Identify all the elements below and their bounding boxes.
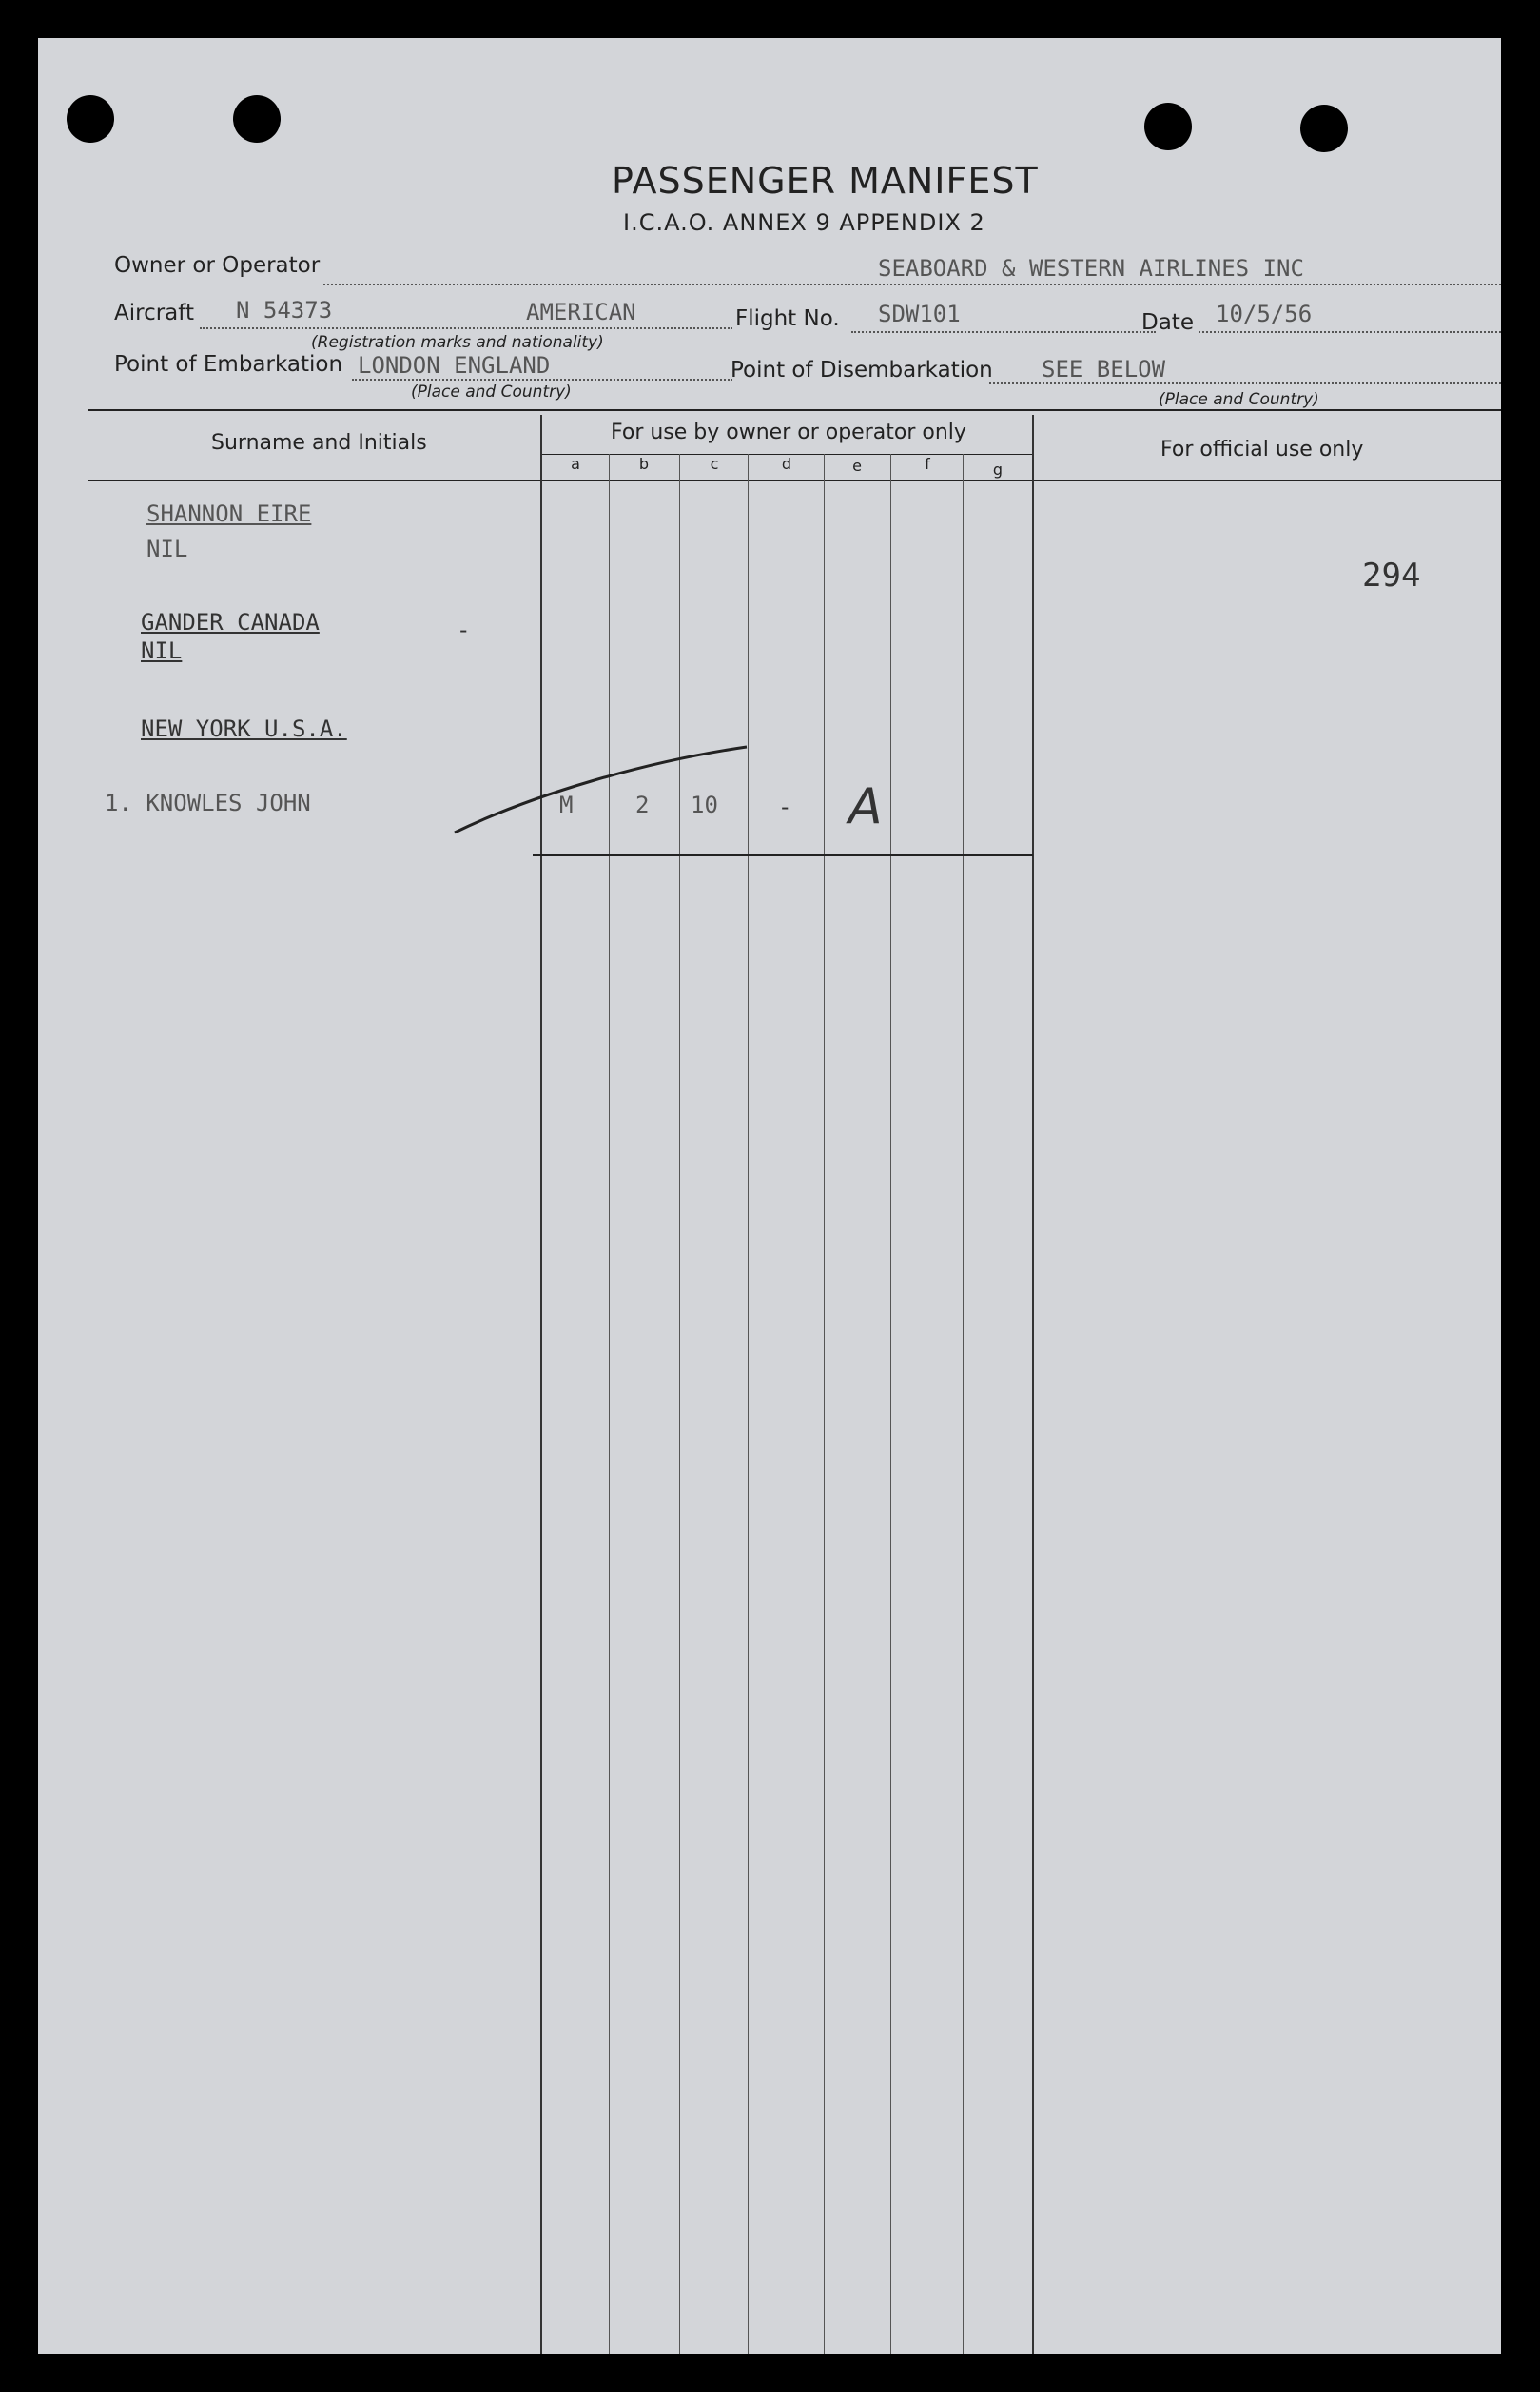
flight-dotted-line — [851, 331, 1156, 333]
column-head-a: a — [571, 455, 580, 473]
table-header-bottom-rule — [88, 480, 1501, 481]
punch-hole-1 — [67, 95, 114, 143]
column-divider-ef — [890, 454, 891, 2354]
column-head-b: b — [638, 455, 650, 473]
passenger-1-col-a: M — [559, 792, 574, 818]
surname-column-header: Surname and Initials — [211, 431, 427, 455]
passenger-1-col-b: 2 — [635, 792, 650, 818]
punch-hole-4 — [1300, 105, 1348, 152]
date-value: 10/5/56 — [1216, 301, 1313, 327]
column-divider-ab — [609, 454, 610, 2354]
column-head-f: f — [925, 455, 930, 473]
punch-hole-2 — [233, 95, 281, 143]
date-label: Date — [1141, 310, 1194, 335]
embarkation-value: LONDON ENGLAND — [358, 352, 551, 379]
column-divider-official — [1032, 415, 1034, 2354]
disembarkation-dotted-line — [989, 382, 1501, 384]
embarkation-note: (Place and Country) — [411, 382, 572, 402]
stop-3-place: NEW YORK U.S.A. — [141, 716, 347, 742]
page-subtitle: I.C.A.O. ANNEX 9 APPENDIX 2 — [623, 209, 985, 236]
aircraft-label: Aircraft — [114, 301, 194, 325]
passenger-1-col-c: 10 — [691, 792, 718, 818]
stop-1-value: NIL — [146, 536, 188, 562]
owner-dotted-line — [323, 284, 1501, 285]
embarkation-label: Point of Embarkation — [114, 352, 343, 377]
official-number: 294 — [1362, 557, 1421, 595]
aircraft-dotted-line — [200, 327, 732, 329]
stop-2-place: GANDER CANADA — [141, 609, 320, 636]
aircraft-nationality: AMERICAN — [526, 299, 636, 325]
owner-value: SEABOARD & WESTERN AIRLINES INC — [878, 255, 1304, 282]
pen-stroke — [38, 38, 1501, 2354]
column-head-e: e — [852, 457, 862, 475]
column-divider-bc — [679, 454, 680, 2354]
flight-value: SDW101 — [878, 301, 961, 327]
disembarkation-note: (Place and Country) — [1159, 390, 1319, 409]
passenger-1-name: 1. KNOWLES JOHN — [105, 790, 311, 816]
flight-label: Flight No. — [735, 306, 840, 331]
stop-2-value: NIL — [141, 637, 183, 664]
column-head-g: g — [992, 461, 1004, 479]
aircraft-note: (Registration marks and nationality) — [311, 333, 604, 352]
column-divider-de — [824, 454, 825, 2354]
column-divider-cd — [748, 454, 749, 2354]
passenger-1-col-e-handwritten: A — [848, 778, 883, 835]
owner-use-header: For use by owner or operator only — [611, 421, 966, 444]
official-use-header: For official use only — [1160, 438, 1364, 461]
date-dotted-line — [1199, 331, 1501, 333]
passenger-1-row-rule — [533, 854, 1033, 856]
table-top-rule — [88, 409, 1501, 411]
passenger-1-col-d: - — [778, 794, 792, 820]
stop-2-dash: - — [457, 617, 471, 643]
column-divider-surname — [540, 415, 542, 2354]
column-head-c: c — [710, 455, 719, 473]
page-title: PASSENGER MANIFEST — [612, 160, 1039, 202]
manifest-page — [38, 38, 1501, 2354]
column-head-d: d — [781, 455, 792, 473]
disembarkation-label: Point of Disembarkation — [731, 358, 993, 382]
embarkation-dotted-line — [352, 379, 732, 381]
punch-hole-3 — [1144, 103, 1192, 150]
stop-1-place: SHANNON EIRE — [146, 500, 312, 527]
column-divider-fg — [963, 454, 964, 2354]
disembarkation-value: SEE BELOW — [1042, 356, 1166, 382]
aircraft-registration: N 54373 — [236, 297, 333, 324]
owner-label: Owner or Operator — [114, 253, 321, 278]
